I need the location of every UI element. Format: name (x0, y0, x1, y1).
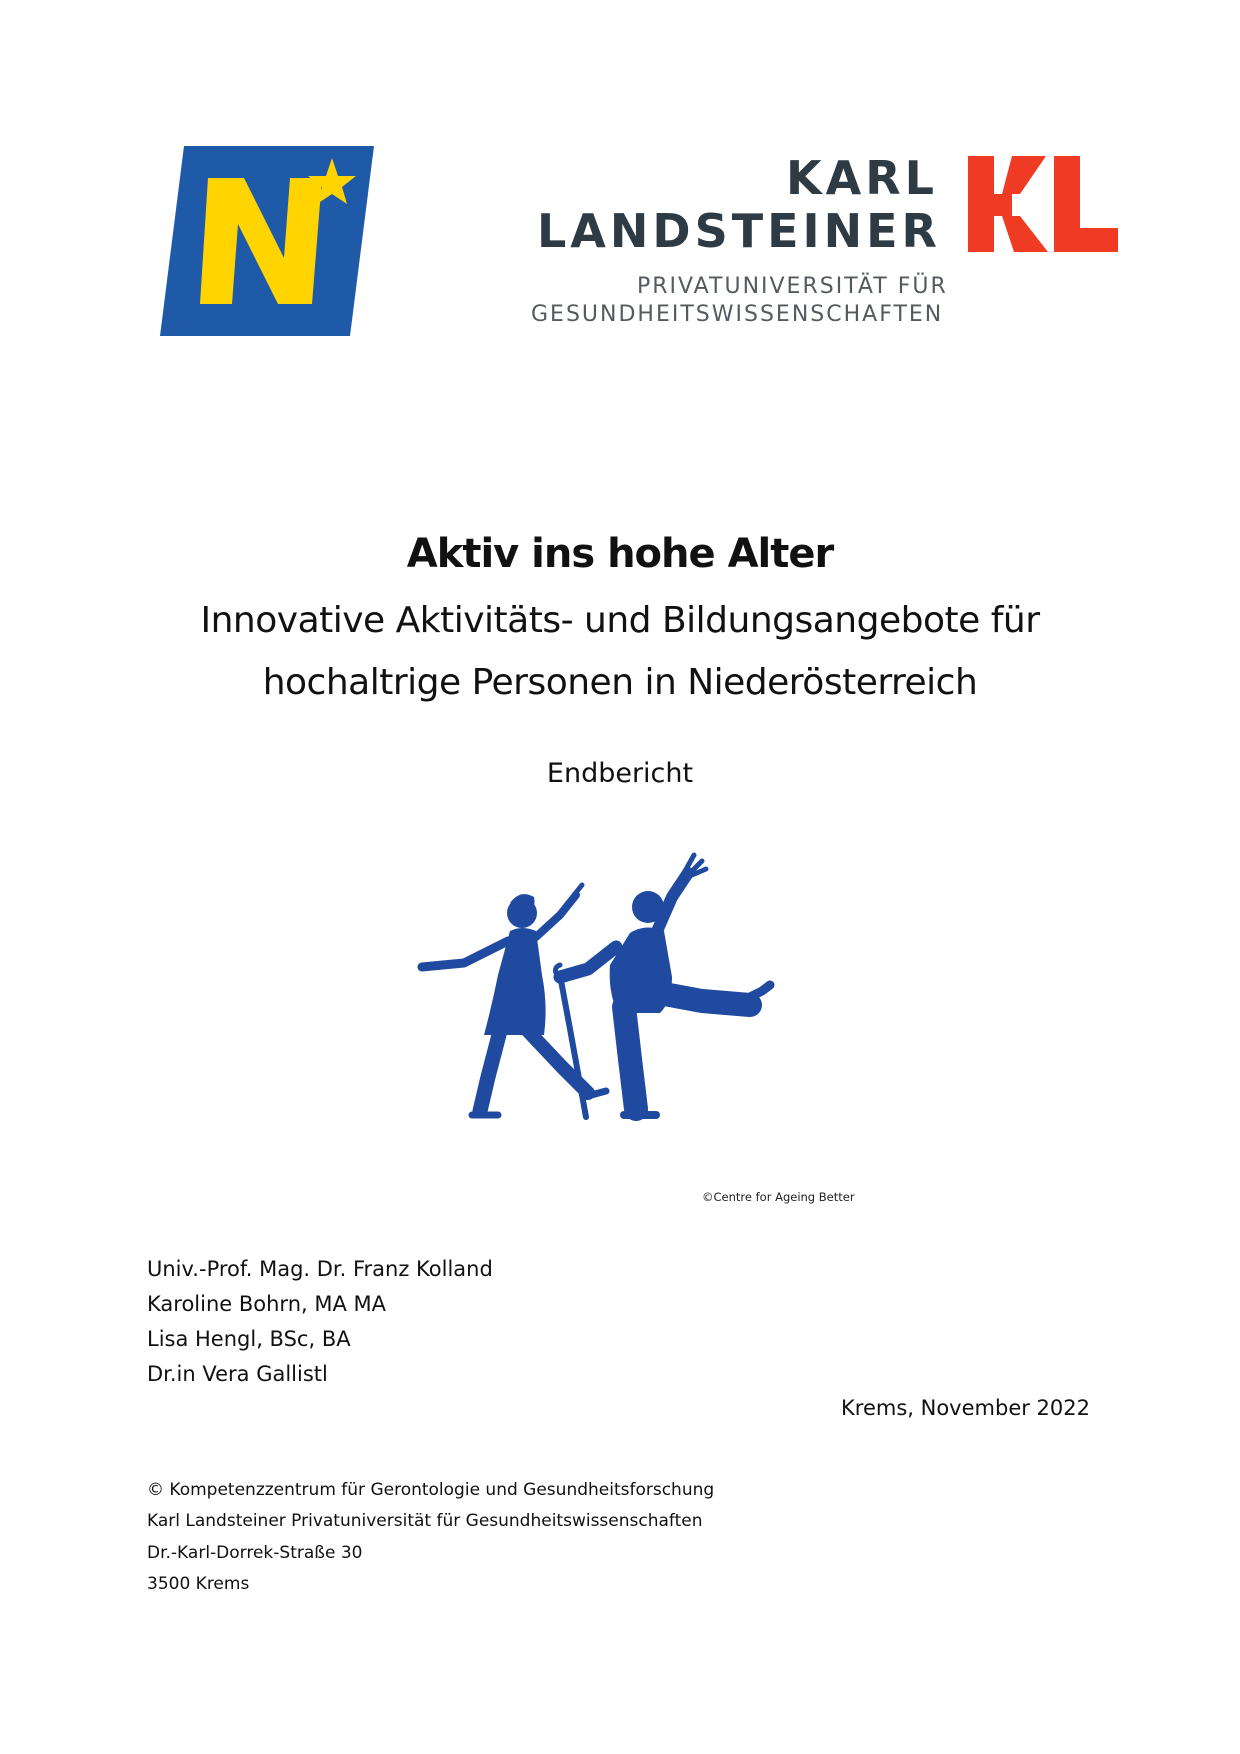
document-title: Aktiv ins hohe Alter (406, 531, 834, 577)
dancing-couple-illustration (410, 845, 830, 1175)
author-line: Lisa Hengl, BSc, BA (147, 1327, 351, 1351)
image-credit: ©Centre for Ageing Better (702, 1190, 855, 1204)
document-subtitle-line1: Innovative Aktivitäts- und Bildungsangebote für (200, 600, 1040, 641)
noe-logo-graphic (160, 146, 374, 336)
kl-mark-icon (968, 156, 1120, 256)
author-line: Univ.-Prof. Mag. Dr. Franz Kolland (147, 1257, 493, 1281)
dancing-couple-icon (410, 845, 830, 1175)
document-subtitle-line2: hochaltrige Personen in Niederösterreich (262, 662, 978, 703)
author-line: Karoline Bohrn, MA MA (147, 1292, 386, 1316)
noe-state-logo (160, 146, 374, 336)
logo-word-landsteiner: LANDSTEINER (537, 204, 941, 258)
logo-subtitle-line1: PRIVATUNIVERSITÄT FÜR (637, 274, 948, 299)
noe-logo-letter: N (160, 146, 161, 147)
logo-word-karl: KARL (786, 151, 938, 205)
address-line: Dr.-Karl-Dorrek-Straße 30 (147, 1543, 363, 1563)
address-line: © Kompetenzzentrum für Gerontologie und Gesundheitsforschung (147, 1480, 715, 1500)
address-line: Karl Landsteiner Privatuniversität für Gesundheitswissenschaften (147, 1511, 703, 1531)
logo-subtitle-line2: GESUNDHEITSWISSENSCHAFTEN (531, 302, 944, 327)
university-logo (530, 148, 1130, 328)
report-type: Endbericht (546, 758, 694, 789)
place-and-date: Krems, November 2022 (841, 1396, 1090, 1420)
author-line: Dr.in Vera Gallistl (147, 1362, 328, 1386)
address-line: 3500 Krems (147, 1574, 250, 1594)
